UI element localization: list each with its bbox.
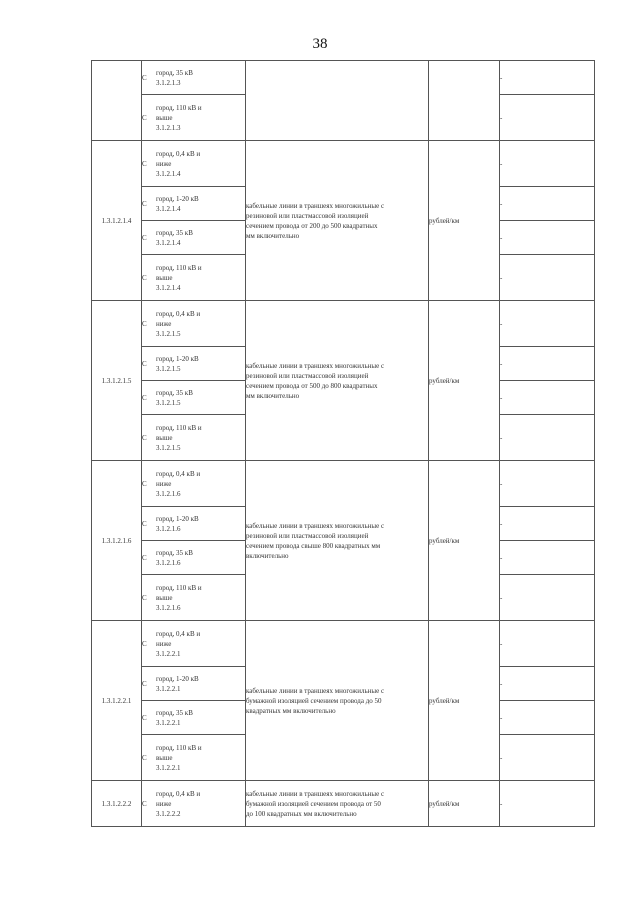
code-cell bbox=[92, 61, 142, 141]
sub-cell: Сгород, 110 кВ и выше 3.1.2.1.6 bbox=[142, 575, 246, 621]
sub-cell: Сгород, 35 кВ 3.1.2.2.1 bbox=[142, 701, 246, 735]
table-row bbox=[92, 301, 595, 347]
sub-cell: Сгород, 110 кВ и выше 3.1.2.2.1 bbox=[142, 735, 246, 781]
sub-cell: Сгород, 35 кВ 3.1.2.1.4 bbox=[142, 221, 246, 255]
table-row bbox=[92, 461, 595, 507]
value-cell: - bbox=[500, 221, 595, 255]
value-cell: - bbox=[500, 621, 595, 667]
sub-cell: Сгород, 0,4 кВ и ниже 3.1.2.1.4 bbox=[142, 141, 246, 187]
code-cell: 1.3.1.2.2.2 bbox=[92, 781, 142, 827]
sub-cell: Сгород, 1-20 кВ 3.1.2.1.4 bbox=[142, 187, 246, 221]
description-cell: кабельные линии в траншеях многожильные с бумажной изоляцией сечением провода от 50 до 100 квадратных мм включительно bbox=[246, 781, 429, 827]
sub-cell: Сгород, 110 кВ и выше 3.1.2.1.4 bbox=[142, 255, 246, 301]
value-cell: - bbox=[500, 667, 595, 701]
value-cell: - bbox=[500, 187, 595, 221]
sub-cell: Сгород, 110 кВ и выше 3.1.2.1.5 bbox=[142, 415, 246, 461]
code-cell: 1.3.1.2.1.6 bbox=[92, 461, 142, 621]
unit-cell bbox=[429, 61, 500, 141]
sub-cell: Сгород, 1-20 кВ 3.1.2.1.6 bbox=[142, 507, 246, 541]
description-cell bbox=[246, 61, 429, 141]
sub-cell: Сгород, 35 кВ 3.1.2.1.3 bbox=[142, 61, 246, 95]
value-cell: - bbox=[500, 255, 595, 301]
value-cell: - bbox=[500, 301, 595, 347]
value-cell: - bbox=[500, 61, 595, 95]
value-cell: - bbox=[500, 141, 595, 187]
sub-cell: Сгород, 1-20 кВ 3.1.2.2.1 bbox=[142, 667, 246, 701]
unit-cell: рублей/км bbox=[429, 461, 500, 621]
value-cell: - bbox=[500, 461, 595, 507]
value-cell: - bbox=[500, 735, 595, 781]
sub-cell: Сгород, 110 кВ и выше 3.1.2.1.3 bbox=[142, 95, 246, 141]
value-cell: - bbox=[500, 347, 595, 381]
code-cell: 1.3.1.2.1.5 bbox=[92, 301, 142, 461]
sub-cell: Сгород, 0,4 кВ и ниже 3.1.2.2.2 bbox=[142, 781, 246, 827]
description-cell: кабельные линии в траншеях многожильные с резиновой или пластмассовой изоляцией сечением провода от 500 до 800 квадратных мм включительно bbox=[246, 301, 429, 461]
unit-cell: рублей/км bbox=[429, 781, 500, 827]
value-cell: - bbox=[500, 575, 595, 621]
description-cell: кабельные линии в траншеях многожильные с бумажной изоляцией сечением провода до 50 квадратных мм включительно bbox=[246, 621, 429, 781]
sub-cell: Сгород, 35 кВ 3.1.2.1.6 bbox=[142, 541, 246, 575]
code-cell: 1.3.1.2.1.4 bbox=[92, 141, 142, 301]
unit-cell: рублей/км bbox=[429, 621, 500, 781]
description-cell: кабельные линии в траншеях многожильные с резиновой или пластмассовой изоляцией сечением провода свыше 800 квадратных мм включительно bbox=[246, 461, 429, 621]
value-cell: - bbox=[500, 381, 595, 415]
code-cell: 1.3.1.2.2.1 bbox=[92, 621, 142, 781]
sub-cell: Сгород, 35 кВ 3.1.2.1.5 bbox=[142, 381, 246, 415]
page-number: 38 bbox=[312, 36, 328, 52]
tariff-table bbox=[91, 60, 595, 827]
value-cell: - bbox=[500, 781, 595, 827]
table-row bbox=[92, 141, 595, 187]
sub-cell: Сгород, 0,4 кВ и ниже 3.1.2.1.5 bbox=[142, 301, 246, 347]
value-cell: - bbox=[500, 95, 595, 141]
sub-cell: Сгород, 0,4 кВ и ниже 3.1.2.2.1 bbox=[142, 621, 246, 667]
value-cell: - bbox=[500, 415, 595, 461]
unit-cell: рублей/км bbox=[429, 141, 500, 301]
description-cell: кабельные линии в траншеях многожильные с резиновой или пластмассовой изоляцией сечением провода от 200 до 500 квадратных мм включительно bbox=[246, 141, 429, 301]
value-cell: - bbox=[500, 541, 595, 575]
sub-cell: Сгород, 1-20 кВ 3.1.2.1.5 bbox=[142, 347, 246, 381]
table-row bbox=[92, 781, 595, 827]
value-cell: - bbox=[500, 701, 595, 735]
unit-cell: рублей/км bbox=[429, 301, 500, 461]
table-row bbox=[92, 621, 595, 667]
table-row bbox=[92, 61, 595, 95]
value-cell: - bbox=[500, 507, 595, 541]
sub-cell: Сгород, 0,4 кВ и ниже 3.1.2.1.6 bbox=[142, 461, 246, 507]
